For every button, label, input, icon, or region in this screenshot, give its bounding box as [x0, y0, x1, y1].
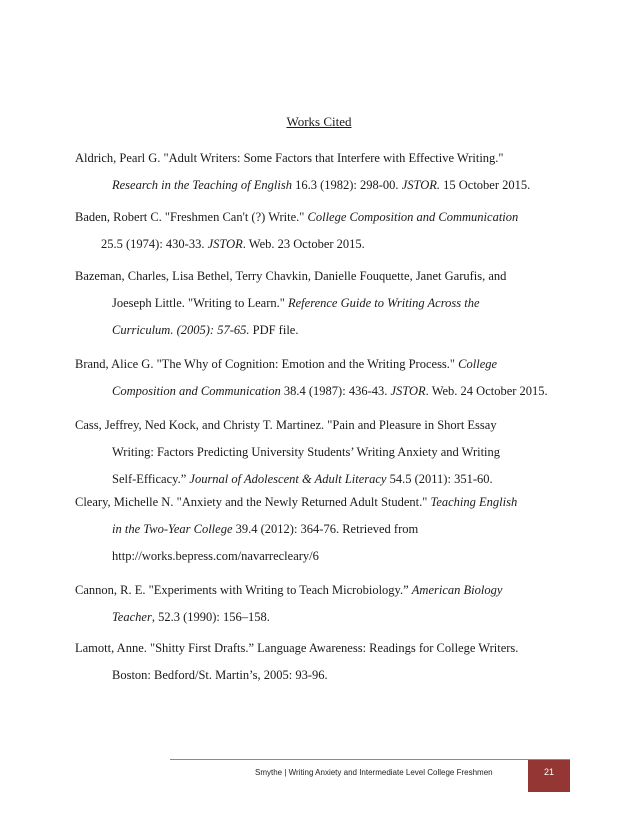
- citation-baden-line2: 25.5 (1974): 430-33. JSTOR. Web. 23 October 2015.: [101, 237, 365, 251]
- footer-running-title: Smythe | Writing Anxiety and Intermediate Level College Freshmen: [255, 768, 493, 777]
- citation-cleary-line3: http://works.bepress.com/navarrecleary/6: [112, 549, 319, 563]
- citation-baden-line1: Baden, Robert C. "Freshmen Can't (?) Write." College Composition and Communication: [75, 210, 519, 224]
- citation-aldrich-line2: Research in the Teaching of English 16.3 (1982): 298-00. JSTOR. 15 October 2015.: [112, 178, 531, 192]
- citation-lamott-line2: Boston: Bedford/St. Martin’s, 2005: 93-96.: [112, 668, 328, 682]
- citation-bazeman-line1: Bazeman, Charles, Lisa Bethel, Terry Chavkin, Danielle Fouquette, Janet Garufis, and: [75, 269, 507, 283]
- citation-cleary-line1: Cleary, Michelle N. "Anxiety and the Newly Returned Adult Student." Teaching English: [75, 495, 518, 509]
- citation-bazeman-line3: Curriculum. (2005): 57-65. PDF file.: [112, 323, 299, 337]
- citation-cannon-line2: Teacher, 52.3 (1990): 156–158.: [112, 610, 270, 624]
- citation-cass-line1: Cass, Jeffrey, Ned Kock, and Christy T. Martinez. "Pain and Pleasure in Short Essay: [75, 418, 497, 432]
- citation-bazeman-line2: Joeseph Little. "Writing to Learn." Reference Guide to Writing Across the: [112, 296, 480, 310]
- citation-brand-line1: Brand, Alice G. "The Why of Cognition: Emotion and the Writing Process." College: [75, 357, 498, 371]
- page-number-badge: 21: [528, 760, 570, 792]
- citation-aldrich-line1: Aldrich, Pearl G. "Adult Writers: Some Factors that Interfere with Effective Writing.": [75, 151, 504, 165]
- citation-cannon-line1: Cannon, R. E. "Experiments with Writing to Teach Microbiology.” American Biology: [75, 583, 503, 597]
- citation-cass-line3: Self-Efficacy.” Journal of Adolescent & Adult Literacy 54.5 (2011): 351-60.: [112, 472, 493, 486]
- citation-lamott-line1: Lamott, Anne. "Shitty First Drafts.” Language Awareness: Readings for College Writers.: [75, 641, 519, 655]
- citation-cleary-line2: in the Two-Year College 39.4 (2012): 364-76. Retrieved from: [112, 522, 419, 536]
- footer-divider: [170, 759, 570, 760]
- page-title: Works Cited: [286, 114, 352, 129]
- citation-brand-line2: Composition and Communication 38.4 (1987): 436-43. JSTOR. Web. 24 October 2015.: [112, 384, 548, 398]
- citation-cass-line2: Writing: Factors Predicting University Students’ Writing Anxiety and Writing: [112, 445, 501, 459]
